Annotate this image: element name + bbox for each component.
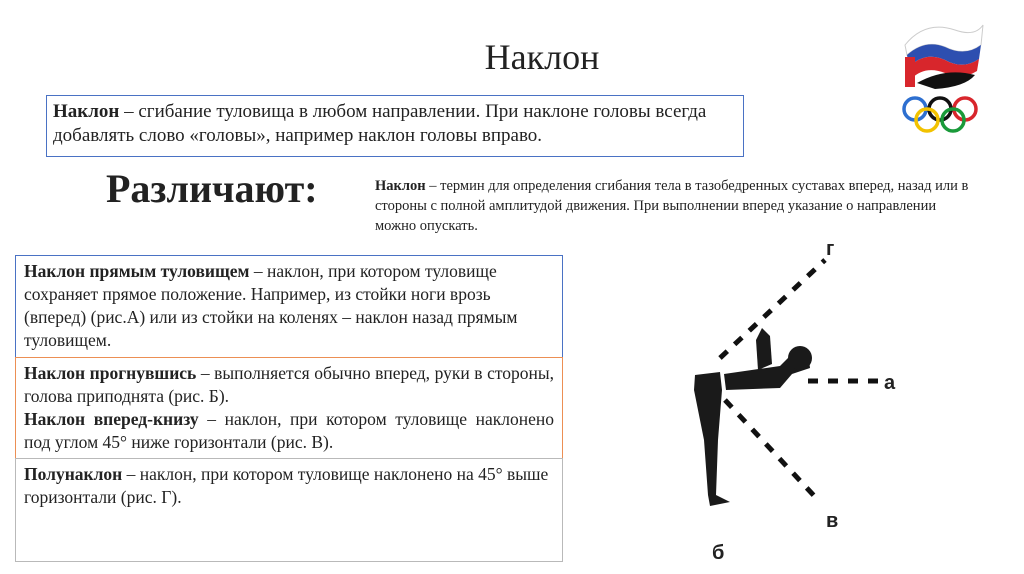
note-text — [375, 176, 975, 236]
type-text: – выполняется обычно вперед, руки в стороны, голова приподнята (рис. Б). — [24, 363, 554, 406]
type-box-arched — [15, 357, 563, 459]
line-v — [725, 400, 818, 500]
type-term: Наклон прогнувшись — [24, 363, 197, 383]
type-term: Полунаклон — [24, 464, 123, 484]
note-term: Наклон — [375, 178, 426, 194]
type-box-half — [15, 458, 563, 562]
definition-text: – сгибание туловища в любом направлении. При наклоне головы всегда добавлять слово «головы», например наклон головы вправо. — [53, 101, 707, 146]
definition-box — [46, 95, 744, 157]
olympic-logo — [895, 15, 985, 133]
type-text: – наклон, при котором туловище наклонено на 45° выше горизонтали (рис. Г). — [24, 464, 549, 507]
person-silhouette — [694, 328, 812, 506]
label-b: б — [712, 542, 725, 564]
type-text: – наклон, при котором туловище сохраняет прямое положение. Например, из стойки ноги врозь (вперед) (рис.А) или из стойки на коленях – наклон назад прямым туловищем. — [24, 261, 518, 350]
slide-title: Наклон — [484, 37, 600, 77]
label-g: г — [826, 238, 835, 260]
section-heading: Различают: — [106, 166, 318, 211]
line-g — [720, 260, 825, 358]
label-v: в — [826, 510, 839, 532]
note-body: – термин для определения сгибания тела в тазобедренных суставах вперед, назад или в стороны с полной амплитудой движения. При выполнении вперед указание о направлении можно опускать. — [375, 178, 969, 234]
type-term: Наклон прямым туловищем — [24, 261, 250, 281]
definition-term: Наклон — [53, 101, 120, 122]
type-term: Наклон вперед-книзу — [24, 409, 199, 429]
type-box-straight — [15, 255, 563, 358]
type-text: – наклон, при котором туловище наклонено под углом 45° ниже горизонтали (рис. В). — [24, 409, 555, 452]
label-a: а — [884, 372, 896, 394]
